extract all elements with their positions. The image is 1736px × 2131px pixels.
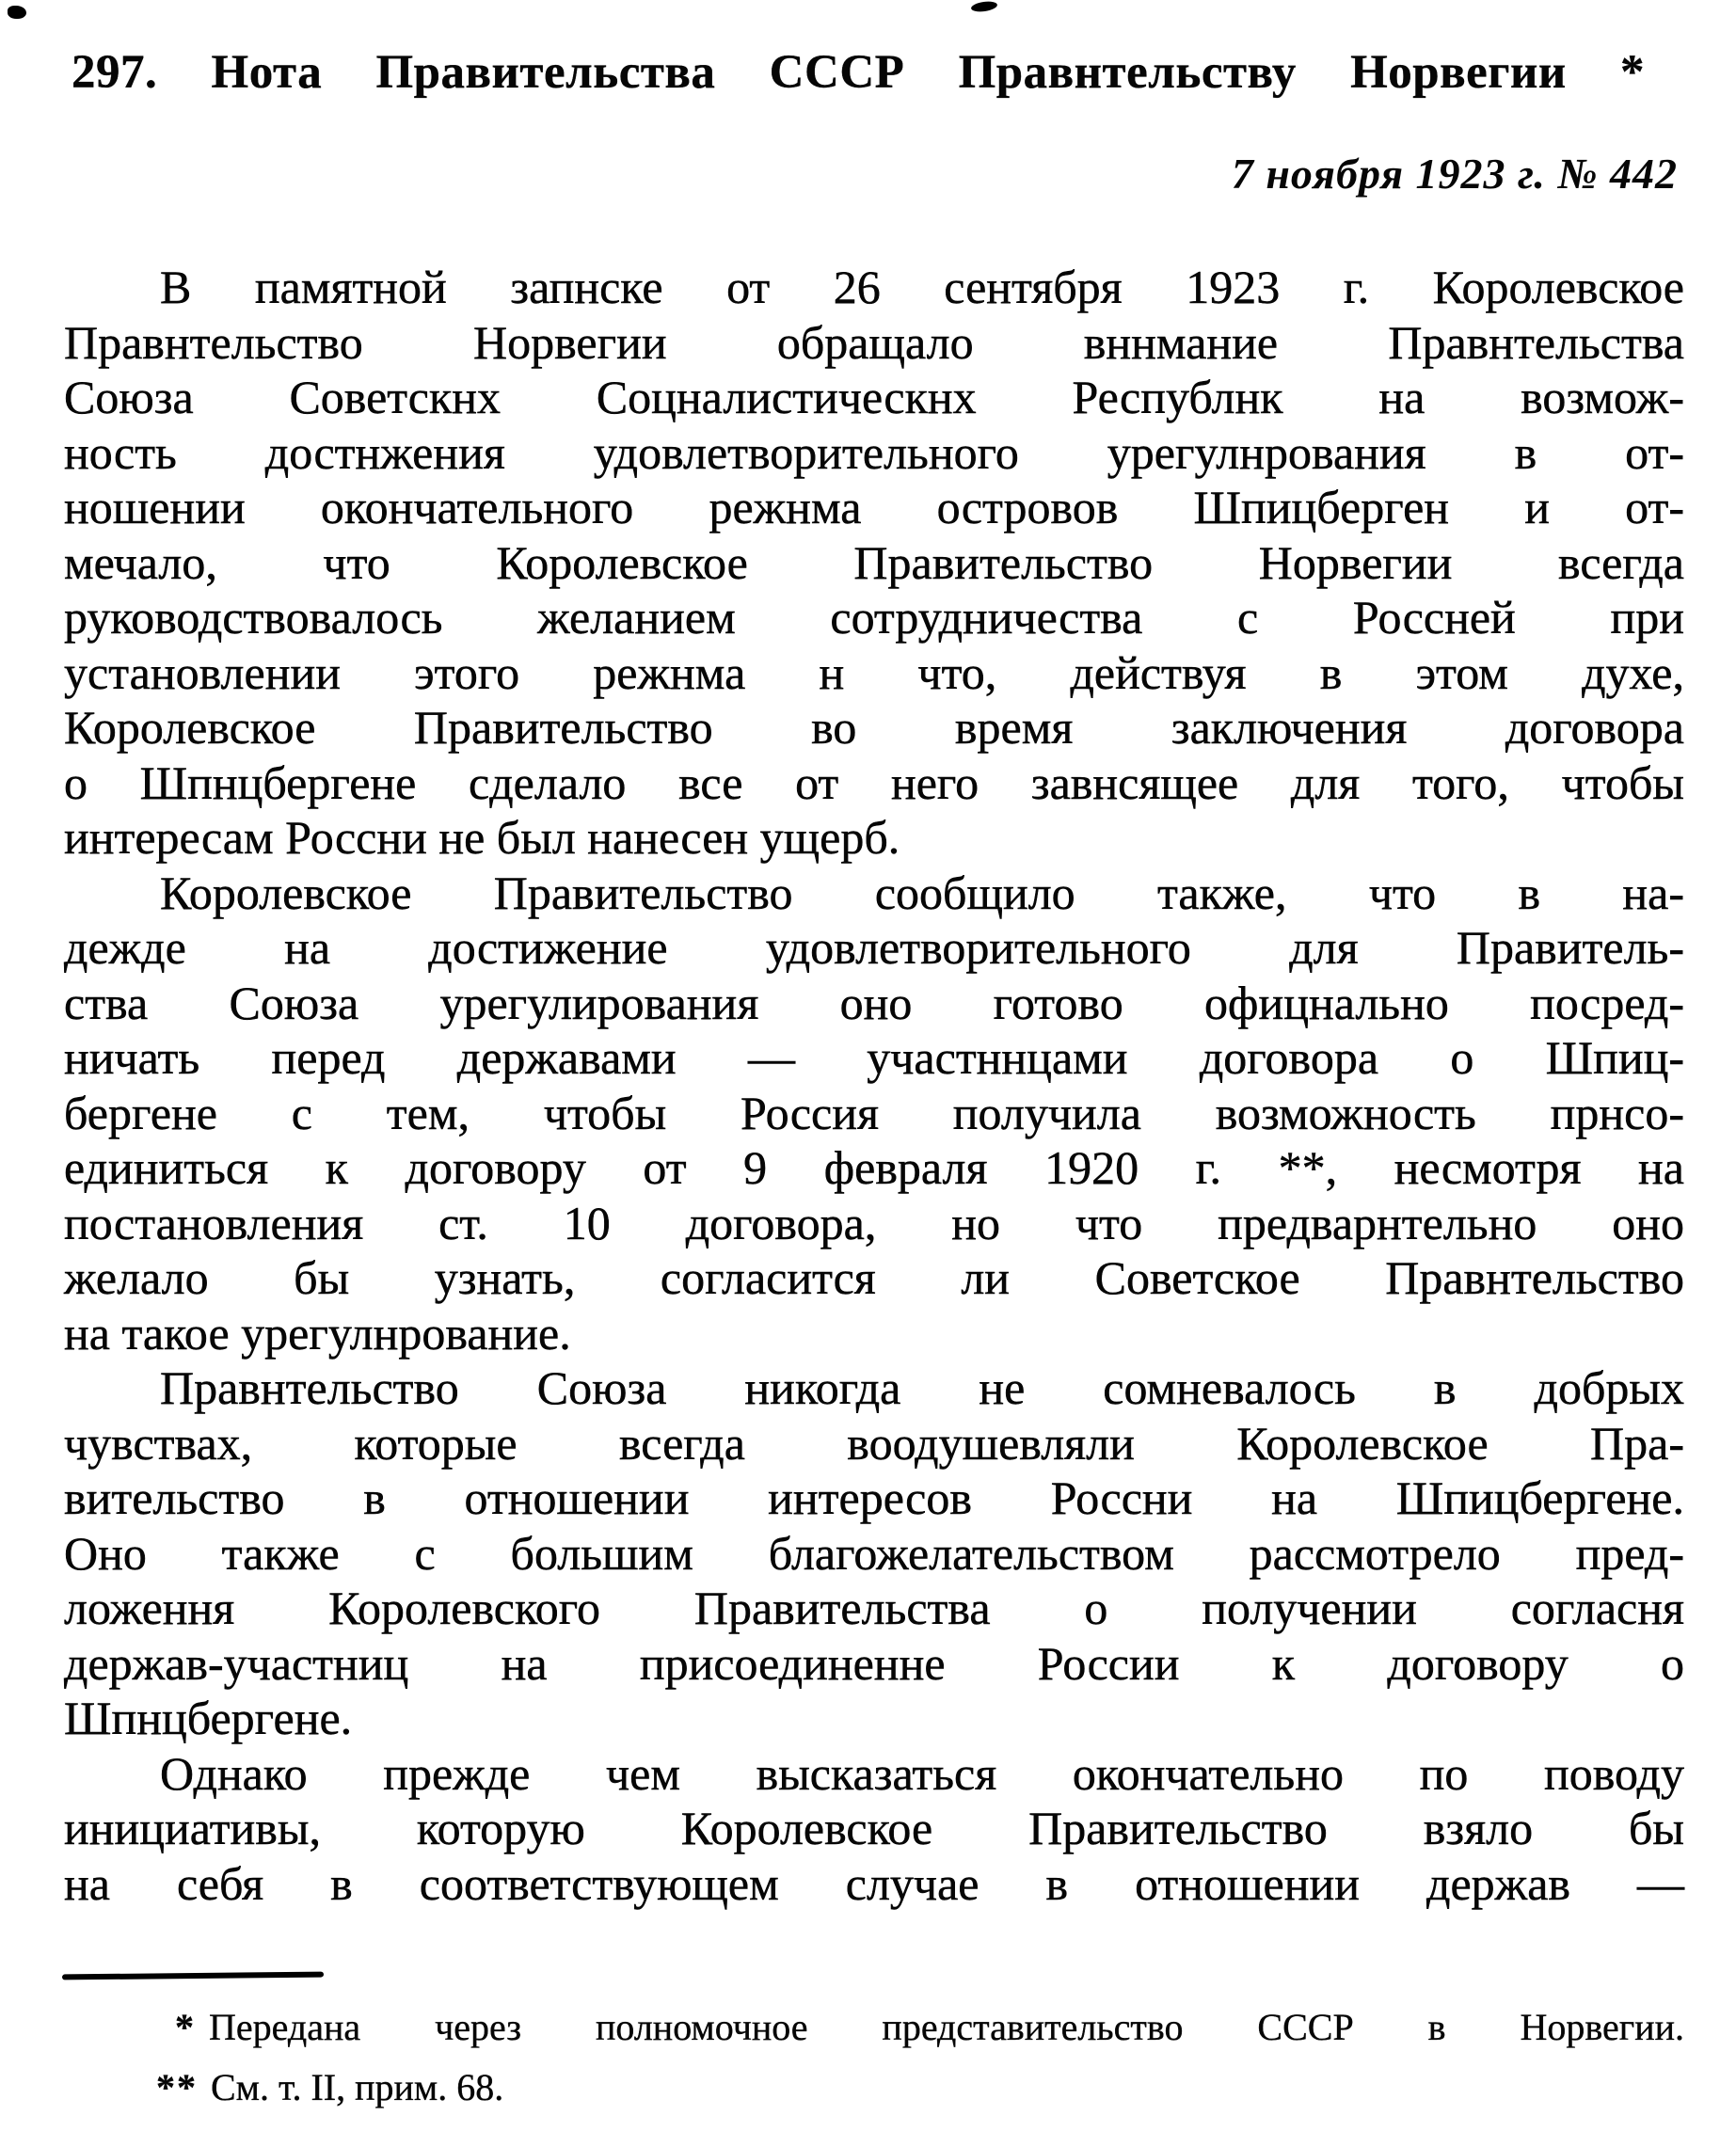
text-line: на такое урегулнрование. (64, 1306, 571, 1360)
text-line: ложення Королевского Правительства о получении согласня (64, 1582, 1684, 1634)
text-line: постановления ст. 10 договора, но что предварнтельно оно (64, 1196, 1684, 1249)
text-line: единиться к договору от 9 февраля 1920 г. **, несмотря на (64, 1141, 1684, 1194)
footnote-separator (62, 1972, 324, 1980)
text-line: инициативы, которую Королевское Правительство взяло бы (64, 1802, 1684, 1854)
text-line: Шпнцбергене. (64, 1692, 353, 1744)
footnote-text: См. т. II, прим. 68. (211, 2066, 504, 2108)
text-line: о Шпнцбергене сделало все от него завнсящее для того, чтобы (64, 755, 1684, 809)
footnotes-block (64, 2002, 1684, 2113)
footnote-marker: ** (156, 2066, 198, 2108)
text-line: Королевское Правительство сообщило также, что в на- (160, 866, 1684, 919)
text-line: Оно также с большим благожелательством рассмотрело пред- (64, 1526, 1684, 1580)
text-line: ничать перед державами — участннцами договора о Шпиц- (64, 1031, 1684, 1084)
text-line: ношении окончательного режнма островов Шпицберген и от- (64, 481, 1684, 533)
text-line: дежде на достижение удовлетворительного для Правитель- (64, 921, 1684, 974)
text-line: установлении этого режнма н что, действуя в этом духе, (64, 645, 1684, 699)
text-line: чувствах, которые всегда воодушевляли Королевское Пра- (64, 1416, 1684, 1470)
footnote-line (64, 2002, 1684, 2053)
footnote-text: Передана через полномочное представительство СССР в Норвегии. (209, 2006, 1684, 2048)
document-title: 297. Нота Правительства СССР Правнтельству Норвегии * (72, 46, 1645, 99)
text-line: на себя в соответствующем случае в отношении держав — (64, 1856, 1684, 1910)
text-line: ность достнжения удовлетворительного урегулнрования в от- (64, 425, 1684, 479)
text-line: Королевское Правительство во время заключения договора (64, 701, 1684, 754)
text-line: Правнтельство Норвегии обращало вннмание Правнтельства (64, 315, 1684, 369)
text-line: вительство в отношении интересов Россни на Шпицбергене. (64, 1471, 1684, 1524)
text-line: В памятной запнске от 26 сентября 1923 г. Королевское (160, 261, 1684, 313)
text-line: Союза Советскнх Соцналистическнх Республнк на возмож- (64, 371, 1684, 423)
text-line: мечало, что Королевское Правительство Норвегии всегда (64, 535, 1684, 589)
text-line: ства Союза урегулирования оно готово офицнально посред- (64, 976, 1684, 1029)
scan-artifact (8, 6, 26, 19)
document-body (64, 260, 1684, 1911)
footnote-marker: * (175, 2006, 196, 2048)
text-line: держав-участниц на присоединенне России к договору о (64, 1636, 1684, 1690)
text-line: руководствовалось желанием сотрудничества с Россней при (64, 591, 1684, 644)
document-dateline: 7 ноября 1923 г. № 442 (1231, 150, 1678, 198)
footnote-line (64, 2062, 1684, 2113)
text-line: бергене с тем, чтобы Россия получила возможность прнсо- (64, 1086, 1684, 1139)
text-line: желало бы узнать, согласится ли Советское Правнтельство (64, 1251, 1684, 1304)
text-line: Правнтельство Союза никогда не сомневалось в добрых (160, 1361, 1684, 1414)
text-line: Однако прежде чем высказаться окончательно по поводу (160, 1746, 1684, 1800)
text-line: интересам Россни не был нанесен ущерб. (64, 811, 900, 864)
scan-artifact (970, 0, 997, 13)
